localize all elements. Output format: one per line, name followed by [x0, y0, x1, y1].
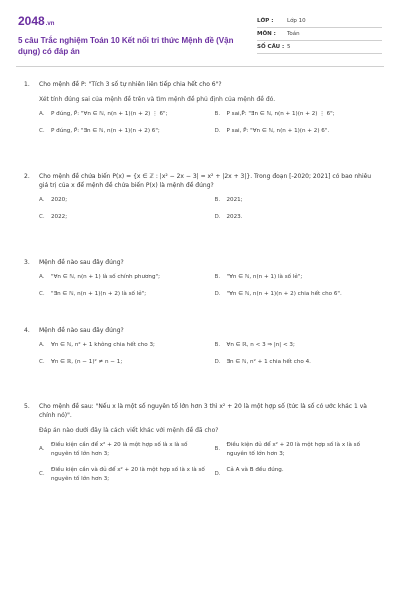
option-letter: B. — [214, 274, 221, 280]
brand-logo[interactable] — [18, 14, 243, 28]
option-b[interactable] — [215, 273, 383, 282]
option-d[interactable] — [215, 290, 383, 299]
option-b[interactable] — [215, 341, 383, 350]
option-a[interactable] — [39, 273, 207, 282]
option-letter: B. — [214, 197, 221, 203]
meta-value: 5 — [287, 44, 291, 50]
question-stem: Cho mệnh đề sau: "Nếu x là một số nguyên tố lớn hơn 3 thì x² + 20 là một hợp số (tức là số có ước khác 1 và chính nó)". — [39, 403, 367, 419]
meta-key: SỐ CÂU : — [257, 44, 285, 50]
option-text: P đúng, P̄: "∀n ∈ ℕ, n(n + 1)(n + 2) ⋮ 6"; — [51, 111, 168, 117]
option-letter: B. — [214, 446, 221, 453]
question-number: 2. — [24, 173, 30, 180]
option-letter: B. — [214, 342, 221, 348]
option-text: ∀n ∈ ℝ, (n − 1)² ≠ n − 1; — [51, 358, 123, 365]
meta-key: LỚP : — [257, 18, 274, 24]
option-c[interactable] — [39, 290, 207, 299]
document-title: 5 câu Trắc nghiệm Toán 10 Kết nối tri thức Mệnh đề (Vận dụng) có đáp án — [18, 36, 234, 56]
option-letter: B. — [214, 111, 221, 117]
option-letter: A. — [39, 274, 45, 280]
option-text: 2023. — [226, 213, 243, 220]
option-letter: D. — [214, 471, 221, 478]
option-text: P đúng, P̄: "∃n ∈ ℕ, n(n + 1)(n + 2) 6"; — [51, 127, 160, 134]
option-letter: C. — [39, 290, 45, 297]
option-text: Cả A và B đều đúng. — [226, 467, 284, 473]
option-letter: D. — [214, 290, 221, 297]
option-text: "∀n ∈ ℕ, n(n + 1)(n + 2) chia hết cho 6". — [226, 290, 342, 297]
option-text: ∀n ∈ ℕ, n² + 1 không chia hết cho 3; — [51, 342, 155, 348]
option-c[interactable] — [39, 466, 207, 483]
option-text: ∀n ∈ ℝ, n < 3 ⇒ |n| < 3; — [226, 342, 295, 348]
meta-key: MÔN : — [257, 31, 276, 37]
option-text: Điều kiện cần và đủ để x² + 20 là một hợp số là x là số nguyên tố lớn hơn 3; — [51, 467, 205, 482]
option-a[interactable] — [39, 441, 207, 458]
option-b[interactable] — [215, 441, 383, 458]
option-text: P sai,P̄: "∃n ∈ ℕ, n(n + 1)(n + 2) ⋮ 6"; — [226, 111, 335, 117]
meta-row-subject — [257, 28, 382, 41]
question-1 — [24, 80, 382, 135]
question-note: Xét tính đúng sai của mệnh đề trên và tìm mệnh đề phủ định của mệnh đề đó. — [39, 96, 276, 103]
question-2 — [24, 172, 382, 221]
question-number: 3. — [24, 259, 30, 266]
question-note: Đáp án nào dưới đây là cách viết khác với mệnh đề đã cho? — [39, 427, 219, 434]
meta-row-class — [257, 15, 382, 28]
question-3 — [24, 258, 382, 298]
option-a[interactable] — [39, 110, 207, 119]
option-text: P sai, P̄: "∀n ∈ ℕ, n(n + 1)(n + 2) 6". — [226, 127, 330, 134]
option-letter: A. — [39, 111, 45, 117]
option-letter: A. — [39, 197, 45, 203]
options-grid — [39, 441, 382, 483]
question-number: 5. — [24, 403, 30, 410]
option-c[interactable] — [39, 127, 207, 136]
option-letter: A. — [39, 342, 45, 348]
option-letter: A. — [39, 446, 45, 453]
option-text: Điều kiện cần để x² + 20 là một hợp số là x là số nguyên tố lớn hơn 3; — [51, 442, 188, 457]
option-letter: C. — [39, 127, 45, 134]
options-grid — [39, 196, 382, 221]
meta-value: Lớp 10 — [287, 18, 306, 24]
option-letter: C. — [39, 471, 45, 478]
option-text: "∀n ∈ ℕ, n(n + 1) là số lẻ"; — [226, 274, 303, 280]
option-b[interactable] — [215, 110, 383, 119]
option-text: 2022; — [51, 213, 68, 220]
option-text: "∀n ∈ ℕ, n(n + 1) là số chính phương"; — [51, 274, 160, 280]
brand-tld: .vn — [45, 21, 55, 27]
question-stem: Cho mệnh đề chứa biến P(x) = {x ∈ ℤ : |x² − 2x − 3| = x² + |2x + 3|}. Trong đoạn [-2020; 2021] có bao nhiêu giá trị của x để mệnh đề chứa biến P(x) là mệnh đề đúng? — [39, 173, 372, 189]
option-a[interactable] — [39, 196, 207, 205]
meta-row-count — [257, 41, 382, 54]
question-5 — [24, 402, 382, 483]
options-grid — [39, 341, 382, 366]
option-a[interactable] — [39, 341, 207, 350]
option-letter: C. — [39, 213, 45, 220]
option-text: 2021; — [226, 197, 243, 203]
option-d[interactable] — [215, 127, 383, 136]
header-divider — [16, 66, 384, 67]
option-letter: D. — [214, 358, 221, 365]
option-letter: C. — [39, 358, 45, 365]
question-4 — [24, 326, 382, 366]
option-d[interactable] — [215, 466, 383, 483]
options-grid — [39, 110, 382, 135]
option-b[interactable] — [215, 196, 383, 205]
option-text: ∃n ∈ ℕ, n² + 1 chia hết cho 4. — [226, 358, 311, 365]
question-stem: Mệnh đề nào sau đây đúng? — [39, 327, 124, 334]
option-text: Điều kiện đủ để x² + 20 là một hợp số là x là số nguyên tố lớn hơn 3; — [226, 442, 361, 457]
option-text: 2020; — [51, 197, 68, 203]
option-d[interactable] — [215, 213, 383, 222]
question-stem: Cho mệnh đề P: "Tích 3 số tự nhiên liên tiếp chia hết cho 6"? — [39, 81, 222, 88]
option-c[interactable] — [39, 213, 207, 222]
meta-value: Toán — [287, 31, 300, 37]
brand-block — [18, 14, 243, 57]
option-letter: D. — [214, 127, 221, 134]
option-text: "∃n ∈ ℕ, n(n + 1)(n + 2) là số lẻ"; — [51, 290, 147, 297]
options-grid — [39, 273, 382, 298]
question-stem: Mệnh đề nào sau đây đúng? — [39, 259, 124, 266]
question-number: 4. — [24, 327, 30, 334]
option-letter: D. — [214, 213, 221, 220]
option-d[interactable] — [215, 358, 383, 367]
option-c[interactable] — [39, 358, 207, 367]
meta-table — [257, 15, 382, 54]
brand-name: 2048 — [18, 14, 45, 28]
question-number: 1. — [24, 81, 30, 88]
